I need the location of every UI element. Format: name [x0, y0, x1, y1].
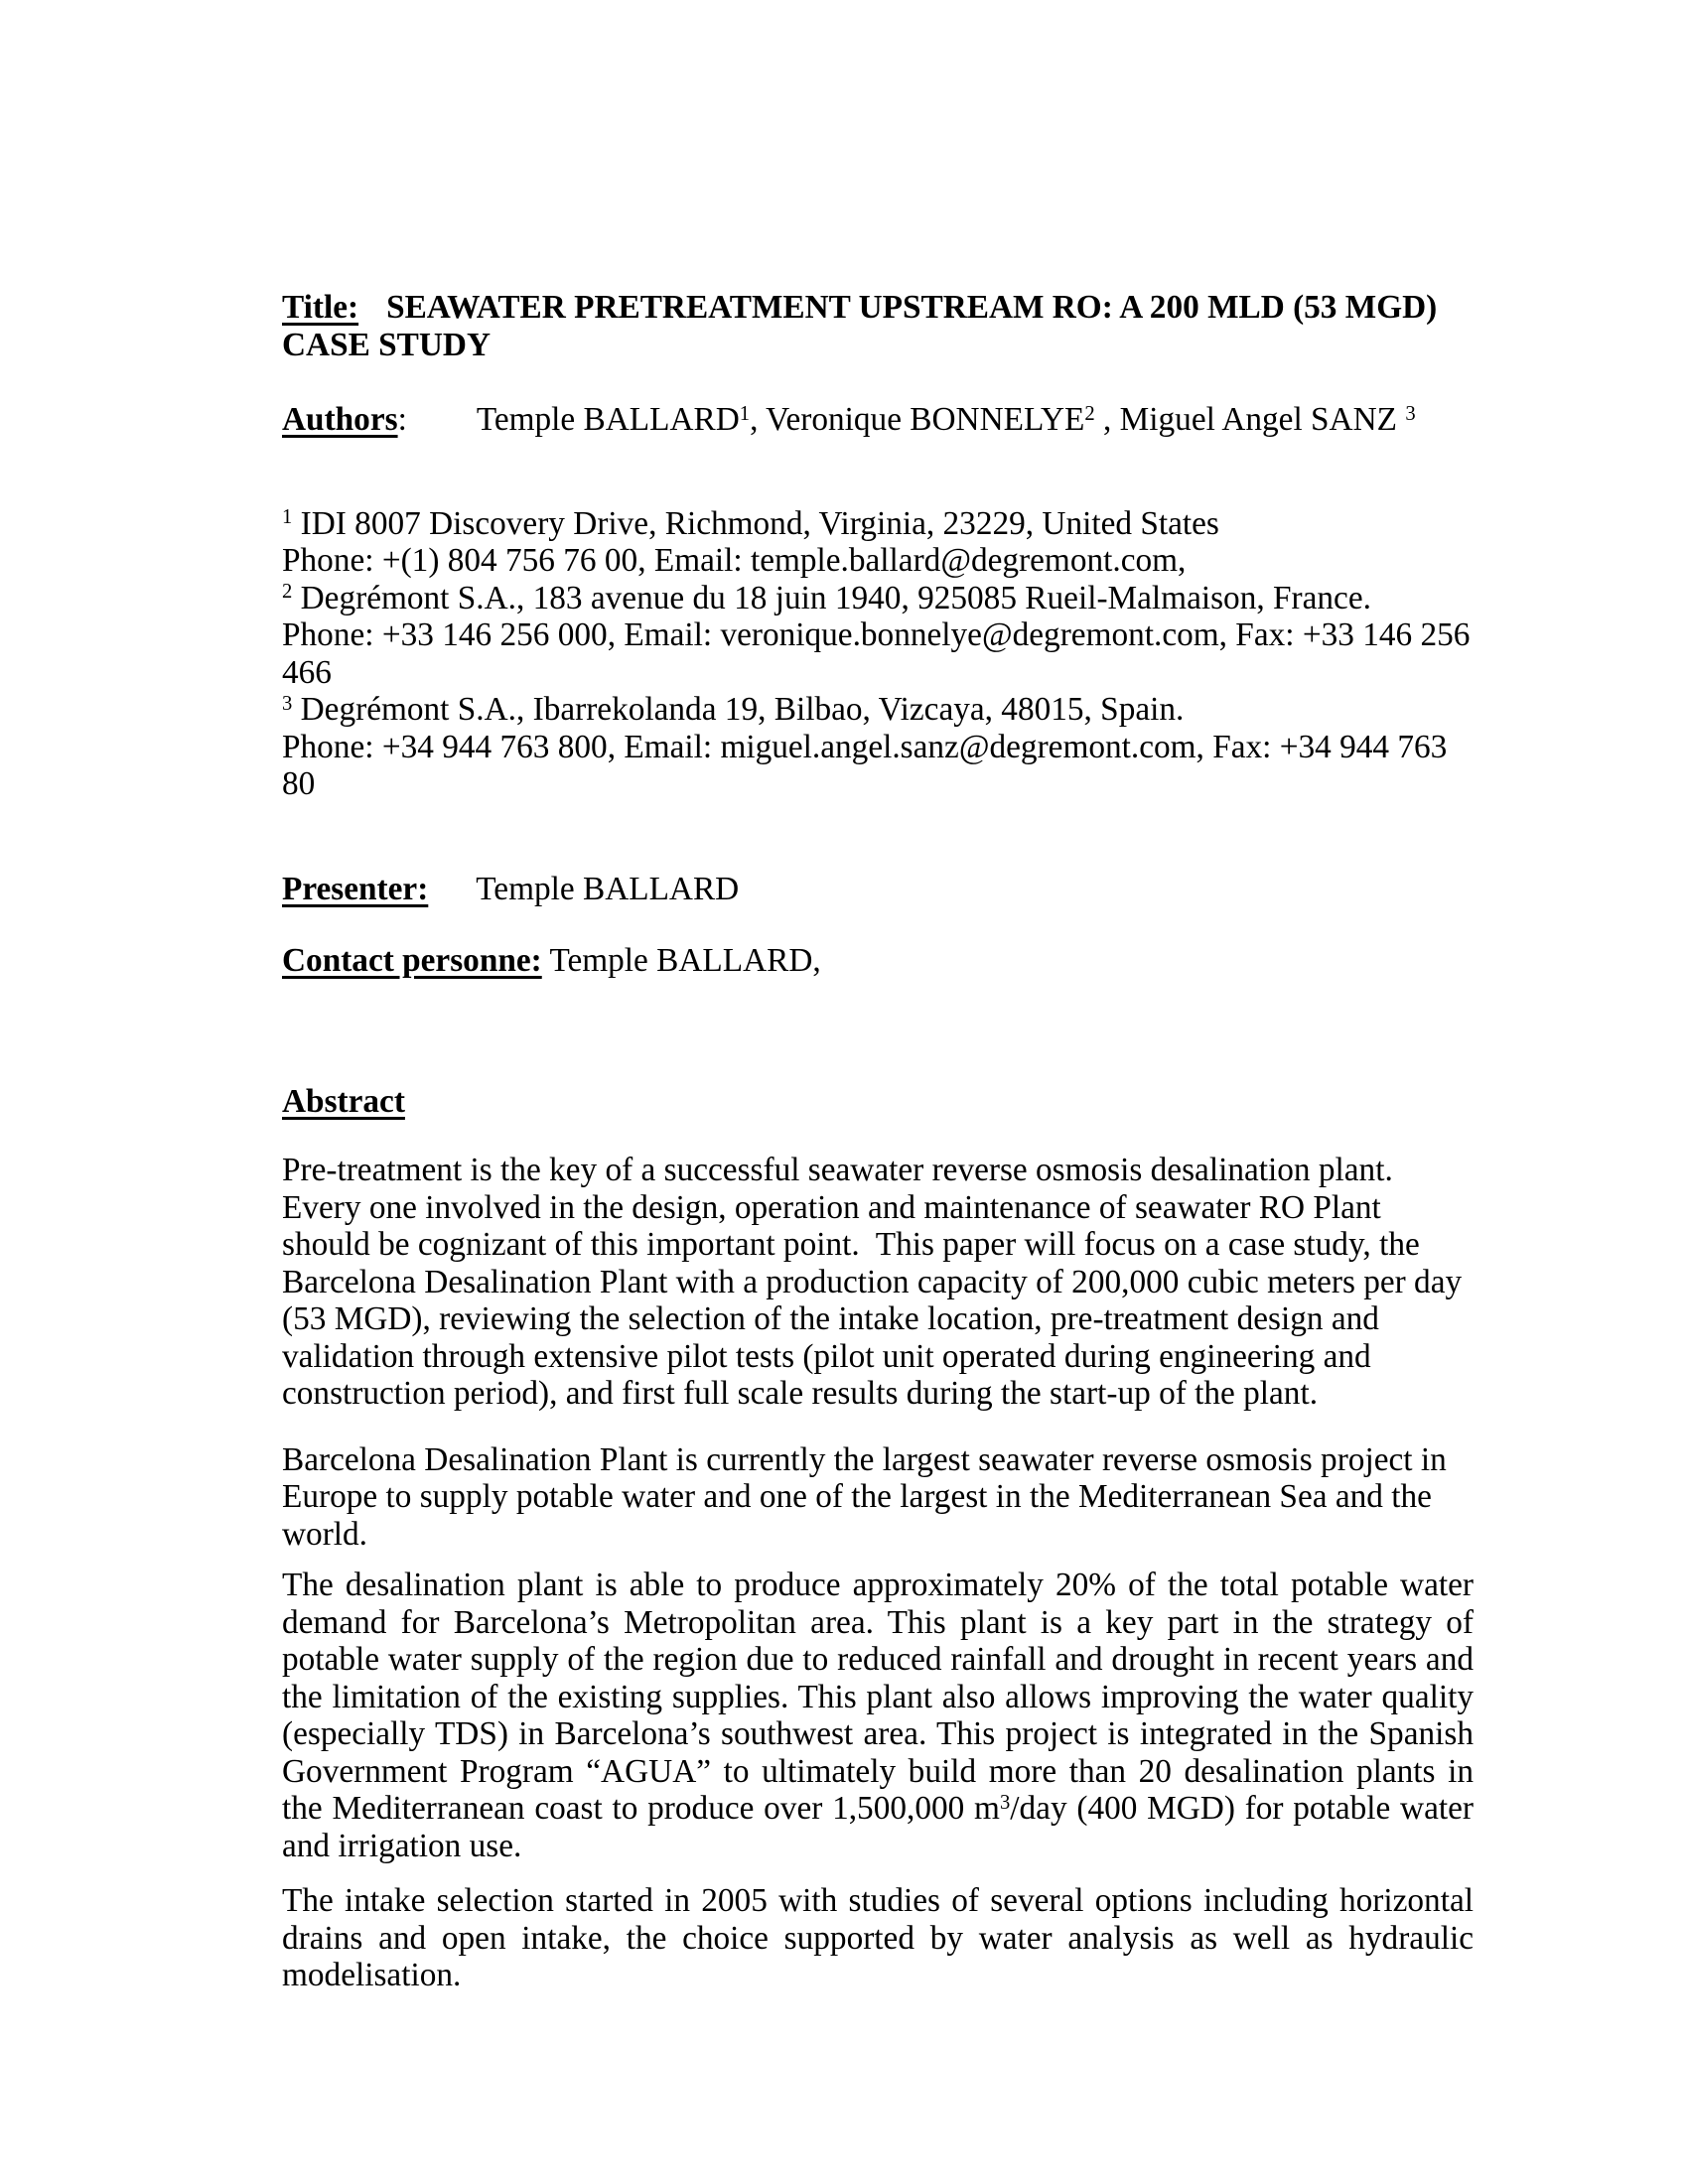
author-2-superscript: 2 [1084, 402, 1095, 425]
affiliation-1-text: IDI 8007 Discovery Drive, Richmond, Virginia, 23229, United States [292, 504, 1219, 542]
affiliation-2-phone-text: Phone: +33 146 256 000, Email: veronique.bonnelye@degremont.com, Fax: +33 146 256 466 [282, 616, 1471, 691]
affiliation-1-phone [282, 542, 1474, 580]
abstract-paragraph-1: Pre-treatment is the key of a successful seawater reverse osmosis desalination plant. Every one involved in the design, operation and maintenance of seawater RO Plant should be cognizant of this important point. This paper will focus on a case study, the Barcelona Desalination Plant with a production capacity of 200,000 cubic meters per day (53 MGD), reviewing the selection of the intake location, pre-treatment design and validation through extensive pilot tests (pilot unit operated during engineering and construction period), and first full scale results during the start-up of the plant. [282, 1152, 1471, 1412]
affiliation-2-text: Degrémont S.A., 183 avenue du 18 juin 1940, 925085 Rueil-Malmaison, France. [292, 579, 1371, 616]
author-3-superscript: 3 [1405, 402, 1416, 425]
document-content [282, 289, 1474, 1994]
affiliation-3-phone-text: Phone: +34 944 763 800, Email: miguel.angel.sanz@degremont.com, Fax: +34 944 763 80 [282, 728, 1448, 802]
authors-line [282, 401, 1474, 439]
author-name-1: Temple BALLARD [476, 401, 740, 438]
title-line-2: CASE STUDY [282, 326, 492, 363]
affiliation-2-address [282, 580, 1474, 617]
author-1-superscript: 1 [739, 402, 751, 425]
author-name-2: , Veronique BONNELYE [750, 401, 1085, 438]
contact-value: Temple BALLARD, [549, 942, 821, 979]
affiliation-1-address [282, 505, 1474, 543]
contact-label: Contact personne: [282, 942, 542, 979]
authors-colon: : [397, 401, 407, 438]
presenter-value: Temple BALLARD [476, 870, 740, 907]
affiliation-2-phone [282, 616, 1474, 691]
abstract-heading-text: Abstract [282, 1082, 405, 1120]
affiliation-3-address [282, 691, 1474, 729]
abstract-paragraph-3-text-a: The desalination plant is able to produce approximately 20% of the total potable water demand for Barcelona’s Metropolitan area. This plant is a key part in the strategy of potable water supply of the region due to reduced rainfall and drought in recent years and the limitation of the existing supplies. This plant also allows improving the water quality (especially TDS) in Barcelona’s southwest area. This project is integrated in the Spanish Government Program “AGUA” to ultimately build more than 20 desalination plants in the Mediterranean coast to produce over 1,500,000 m [282, 1567, 1474, 1827]
affiliation-3-superscript: 3 [282, 692, 293, 715]
cubic-meter-superscript: 3 [999, 1791, 1011, 1814]
affiliation-3-phone [282, 729, 1474, 803]
presenter-line [282, 871, 1474, 908]
abstract-heading [282, 1083, 1474, 1121]
affiliation-1-phone-text: Phone: +(1) 804 756 76 00, Email: temple.ballard@degremont.com, [282, 542, 1187, 579]
abstract-paragraph-2: Barcelona Desalination Plant is currently the largest seawater reverse osmosis project in Europe to supply potable water and one of the largest in the Mediterranean Sea and the world. [282, 1440, 1447, 1553]
title-block [282, 289, 1474, 363]
affiliations-block [282, 505, 1474, 803]
author-name-3: , Miguel Angel SANZ [1094, 401, 1406, 438]
abstract-paragraph-3 [282, 1567, 1474, 1864]
title-line-1: SEAWATER PRETREATMENT UPSTREAM RO: A 200 MLD (53 MGD) [386, 289, 1438, 326]
contact-line [282, 942, 1474, 980]
abstract-paragraph-4: The intake selection started in 2005 with studies of several options including horizontal drains and open intake, the choice supported by water analysis as well as hydraulic modelisation. [282, 1882, 1474, 1993]
affiliation-3-text: Degrémont S.A., Ibarrekolanda 19, Bilbao, Vizcaya, 48015, Spain. [292, 691, 1185, 728]
affiliation-2-superscript: 2 [282, 581, 293, 604]
authors-label: Authors [282, 401, 398, 438]
title-label: Title: [282, 289, 359, 326]
abstract-paragraph-3-text-b: /day (400 MGD) for potable water and irrigation use. [282, 1790, 1474, 1864]
presenter-label: Presenter: [282, 870, 429, 907]
affiliation-1-superscript: 1 [282, 506, 293, 529]
